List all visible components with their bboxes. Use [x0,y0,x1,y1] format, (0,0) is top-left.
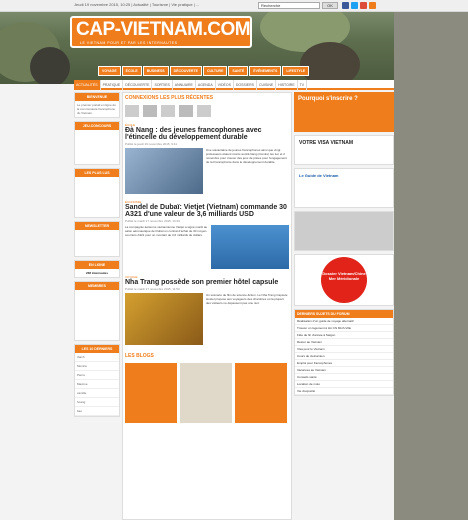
member-item[interactable]: camille [75,389,119,398]
member-item[interactable]: bao [75,407,119,416]
avatar[interactable] [179,105,193,117]
article-body: La compagnie aérienne vietnamienne Vietjet a signé mardi au salon aéronautique de Dubaï un contrat d'achat de 30 moyen-courriers A321 pour un montant de 3,6 milliards de dollars. [125,225,208,237]
forum-item[interactable]: Réalisation d'un guide de voyage alternatif [295,318,393,325]
online-box [74,260,120,278]
category-ecole[interactable]: ÉCOLE [122,66,142,76]
nav-annuaire[interactable]: ANNUAIRE [173,80,196,90]
contest-title: JEU-CONCOURS [75,122,119,130]
article-image[interactable] [211,225,289,269]
nav-decouverte[interactable]: DÉCOUVERTE [123,80,152,90]
member-item[interactable]: Maxime [75,380,119,389]
nav-pratique[interactable]: PRATIQUE [101,80,124,90]
dossier-title: Dossier Vietnam/Chine Mer Méridionale [321,257,367,303]
nav-histoire[interactable]: HISTOIRE [276,80,297,90]
contest-box[interactable] [74,121,120,165]
top-bar [0,0,468,12]
rss-icon[interactable] [369,2,376,9]
right-column [294,92,394,399]
promo-banner[interactable] [294,211,394,251]
article-1[interactable] [123,119,291,196]
most-read-title: LES PLUS LUS [75,169,119,177]
forum-item[interactable]: Location de moto [295,381,393,388]
visa-title: VOTRE VISA VIETNAM [299,140,353,146]
article-title[interactable]: Nha Trang possède son premier hôtel capsule [125,279,279,286]
left-column [74,92,120,420]
visa-banner[interactable] [294,135,394,165]
last-members-box [74,344,120,417]
member-item[interactable]: hoang [75,398,119,407]
article-meta: Publié le mardi 17 novembre 2015, 10:29 [125,219,180,223]
blogs-strip [123,361,291,425]
most-read-box [74,168,120,218]
logo-subtitle: LE VIETNAM POUR ET PAR LES INTERNAUTES [80,41,178,45]
blogs-title: LES BLOGS [125,353,154,359]
connections-strip [123,103,291,119]
google-plus-icon[interactable] [360,2,367,9]
logo-title: CAP-VIETNAM.COM [76,19,251,40]
article-category: ÉCONOMIE [125,200,142,204]
nav-sorties[interactable]: SORTIES [152,80,172,90]
forum-item[interactable]: Trouver un logement à Hô Chi Minh-Ville [295,325,393,332]
facebook-icon[interactable] [342,2,349,9]
article-title[interactable]: Sandel de Dubaï: Vietjet (Vietnam) commande 30 A321 d'une valeur de 3,6 milliards USD [125,204,287,218]
member-item[interactable]: Pierre [75,371,119,380]
category-business[interactable]: BUSINESS [143,66,169,76]
main-column [122,92,292,520]
forum-box [294,309,394,396]
article-image[interactable] [125,293,203,345]
article-title[interactable]: Đà Nang : des jeunes francophones avec l'étincelle du développement durable [125,127,262,141]
avatar[interactable] [161,105,175,117]
forum-item[interactable]: Cours de vietnamien [295,353,393,360]
article-body: Une soixantaine de jeunes francophones ainsi que vingt professeurs étaient réunis au Đà Nang (Centre) les 1er et 2 novembre pour trouver des jeux de pistes pour l'engagement de la Francophonie dans le développement durable. [206,148,287,164]
right-background [394,12,468,520]
forum-item[interactable]: Vie d'expatrié [295,388,393,395]
member-item[interactable]: thanh [75,353,119,362]
forum-item[interactable]: Vacances au Vietnam [295,367,393,374]
guide-title: Le Guide de Vietnam [299,173,339,178]
article-2[interactable] [123,196,291,271]
category-decouverte[interactable]: DÉCOUVERTE [170,66,202,76]
article-meta: Publié le mardi 17 novembre 2015, 11:53 [125,287,180,291]
blog-card[interactable] [235,363,287,423]
category-culture[interactable]: CULTURE [203,66,227,76]
welcome-text: Le premier portail en ligne de la communauté francophone du Vietnam. [77,103,116,115]
forum-item[interactable]: Conseils santé [295,374,393,381]
nav-dossiers[interactable]: DOSSIERS [234,80,257,90]
twitter-icon[interactable] [351,2,358,9]
guide-banner[interactable] [294,168,394,208]
avatar[interactable] [143,105,157,117]
forum-item[interactable]: Retour au Vietnam [295,339,393,346]
category-voyage[interactable]: VOYAGE [98,66,121,76]
article-category: VOYAGE [125,275,138,279]
welcome-title: BIENVENUE [75,93,119,101]
blog-card[interactable] [125,363,177,423]
forum-item[interactable]: Fête de fin d'année à Saigon [295,332,393,339]
forum-title: DERNIERS SUJETS DU FORUM [295,310,393,318]
category-lifestyle[interactable]: LIFESTYLE [282,66,309,76]
welcome-box [74,92,120,118]
newsletter-title: NEWSLETTER [75,222,119,230]
category-bar [98,66,310,75]
nav-videos[interactable]: VIDÉOS [216,80,234,90]
forum-item[interactable]: Emploi pour francophones [295,360,393,367]
newsletter-box [74,221,120,257]
article-image[interactable] [125,148,203,194]
nav-agenda[interactable]: AGENDA [196,80,216,90]
nav-cuisine[interactable]: CUISINE [257,80,276,90]
last-members-title: LES 10 DERNIERS [75,345,119,353]
avatar[interactable] [197,105,211,117]
online-count: 238 internautes [85,271,108,275]
nav-tv[interactable]: TV [298,80,307,90]
article-meta: Publié le jeudi 19 novembre 2015, 9:41 [125,142,178,146]
category-evenements[interactable]: ÉVÉNEMENTS [249,66,281,76]
avatar[interactable] [125,105,139,117]
signup-title: Pourquoi s'inscrire ? [298,96,358,102]
forum-item[interactable]: Visa pour le Vietnam [295,346,393,353]
members-box [74,281,120,341]
date-line: Jeudi 19 novembre 2015, 10:25 | Actualité | Tourisme | Vie pratique | ... [74,2,200,7]
member-item[interactable]: Monica [75,362,119,371]
connections-title: CONNEXIONS LES PLUS RÉCENTES [125,95,214,101]
blog-card[interactable] [180,363,232,423]
online-title: EN LIGNE [75,261,119,269]
category-sante[interactable]: SANTÉ [228,66,248,76]
main-nav [74,80,394,90]
article-body: Un scénario de film de science-fiction. Le Nha Trang Capsule Hostel propose aux voyageurs des chambres où la plupart des visiteurs ne dépassent pas une nuit. [206,293,288,305]
search-input[interactable]: Recherche [258,2,320,9]
members-title: MEMBRES [75,282,119,290]
nav-actualites[interactable]: ACTUALITÉS [74,80,101,90]
signup-promo[interactable] [294,92,394,132]
dossier-banner[interactable] [294,254,394,306]
search-button[interactable]: OK [322,2,338,9]
article-3[interactable] [123,271,291,347]
article-category: ÉCOLE [125,123,136,127]
